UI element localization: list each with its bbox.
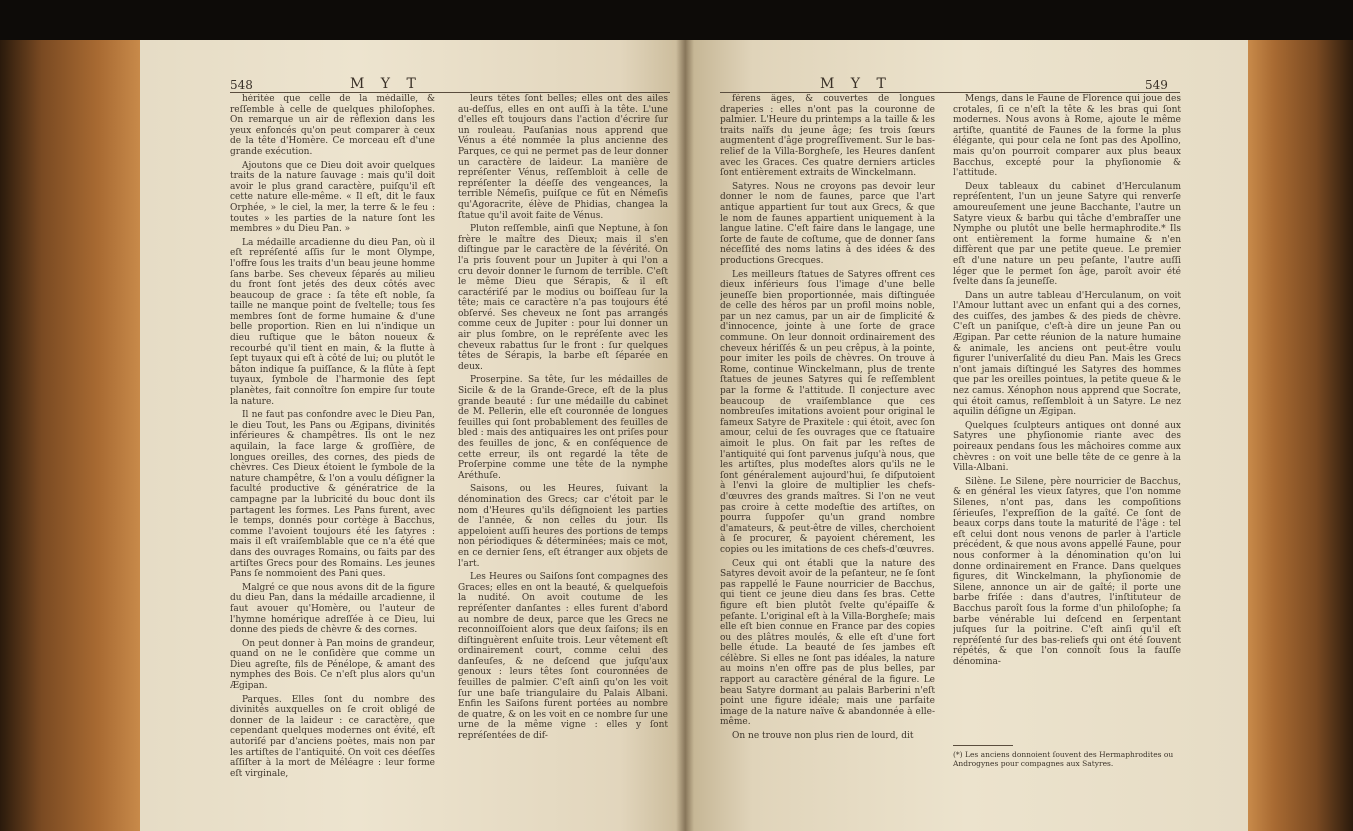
- paragraph: Dans un autre tableau d'Herculanum, on voit l'Amour luttant avec un enfant qui a des cornes, des cuiſſes, des jambes & des pieds de chèvre. C'eſt un paniſque, c'eſt-à dire un jeune Pan ou Ægipan. Par cette réunion de la nature humaine & animale, les anciens ont peut-être voulu figurer l'univerſalité du dieu Pan. Mais les Grecs n'ont jamais diſtingué les Satyres des hommes que par les oreilles pointues, la petite queue & le nez camus. Xénophon nous apprend que Socrate, qui étoit camus, reſſembloit à un Satyre. Le nez aquilin déſigne un Ægipan.: [953, 290, 1181, 418]
- left-column-1: [230, 94, 435, 814]
- right-page: [685, 40, 1248, 831]
- right-column-2: [953, 94, 1181, 734]
- paragraph: Parques. Elles ſont du nombre des divinités auxquelles on ſe croit obligé de donner de la laideur : ce caractère, que cependant quelques modernes ont évité, eſt autoriſé par d'anciens poètes, mais non par les artiſtes de l'antiquité. On voit ces déeſſes aſſiſter à la mort de Méléagre : leur forme eſt virginale,: [230, 694, 435, 779]
- paragraph: Quelques ſculpteurs antiques ont donné aux Satyres une phyſionomie riante avec des poireaux pendans ſous les mâchoires comme aux chèvres : on voit une belle tête de ce genre à la Villa-Albani.: [953, 420, 1181, 474]
- right-head-rule: [720, 92, 1180, 93]
- paragraph: héritée que celle de la médaille, & reſſemble à celle de quelques philoſophes. On remarque un air de réflexion dans les yeux enfoncés qu'on peut comparer à ceux de la tête d'Homère. Ce morceau eſt d'une grande exécution.: [230, 94, 435, 157]
- left-head-rule: [230, 92, 670, 93]
- paragraph: Saisons, ou les Heures, ſuivant la dénomination des Grecs; car c'étoit par le nom d'Heures qu'ils déſignoient les parties de l'année, & non celles du jour. Ils appeloient auſſi heures des portions de temps non périodiques & déterminées; mais ce mot, en ce dernier ſens, eſt étranger aux objets de l'art.: [458, 484, 668, 569]
- footnote-rule: [953, 745, 1013, 746]
- paragraph: Il ne faut pas confondre avec le Dieu Pan, le dieu Tout, les Pans ou Ægipans, divinités inférieures & champêtres. Ils ont le nez aquilain, la face large & groſſière, de longues oreilles, des cornes, des pieds de chèvres. Ces Dieux étoient le ſymbole de la nature champêtre, & l'on a voulu déſigner la faculté productive & génératrice de la campagne par la lubricité du bouc dont ils partagent les formes. Les Pans furent, avec le temps, donnés pour cortège à Bacchus, comme l'avoient toujours été les ſatyres : mais il eſt vraiſemblable que ce n'a été que dans des ouvrages Romains, ou faits par des artiſtes Grecs pour des Romains. Les jeunes Pans ſe nommoient des Pani ques.: [230, 410, 435, 580]
- paragraph: On peut donner à Pan moins de grandeur, quand on ne le conſidère que comme un Dieu agreſte, fils de Pénélope, & amant des nymphes des Bois. Ce n'eſt plus alors qu'un Ægipan.: [230, 638, 435, 692]
- paragraph: Les Heures ou Saiſons ſont compagnes des Graces; elles en ont la beauté, & quelquefois la nudité. On avoit coutume de les repréſenter danſantes : elles furent d'abord au nombre de deux, parce que les Grecs ne reconnoiſſoient alors que deux ſaiſons; ils en diſtinguèrent enſuite trois. Leur vêtement eſt ordinairement court, comme celui des danſeuſes, & ne deſcend que juſqu'aux genoux : leurs têtes ſont couronnées de feuilles de palmier. C'eſt ainſi qu'on les voit ſur une baſe triangulaire du Palais Albani. Enfin les Saiſons furent portées au nombre de quatre, & on les voit en ce nombre ſur une urne de la même vigne : elles y ſont repréſentées de dif-: [458, 572, 668, 742]
- right-running-head: M Y T: [820, 76, 892, 92]
- left-page: [140, 40, 685, 831]
- paragraph: leurs têtes ſont belles; elles ont des ailes au-deſſus, elles en ont auſſi à la tête. L'une d'elles eſt toujours dans l'action d'écrire ſur un rouleau. Pauſanias nous apprend que Vénus a été nommée la plus ancienne des Parques, ce qui ne permet pas de leur donner un caractère de laideur. La manière de repréſenter Vénus, reſſembloit à celle de repréſenter la déeſſe des vengeances, la terrible Némeſis, puiſque ce fût en Némeſis qu'Agoracrite, élève de Phidias, changea la ſtatue qu'il avoit faite de Vénus.: [458, 94, 668, 221]
- paragraph: Pluton reſſemble, ainſi que Neptune, à ſon frère le maître des Dieux; mais il s'en diſtingue par le caractère de la ſévérité. On l'a pris ſouvent pour un Jupiter à qui l'on a cru devoir donner le ſurnom de terrible. C'eſt le même Dieu que Sérapis, & il eſt caractériſé par le modius ou boiſſeau ſur la tête; mais ce caractère n'a pas toujours été obſervé. Ses cheveux ne ſont pas arrangés comme ceux de Jupiter : pour lui donner un air plus ſombre, on le repréſente avec les cheveux rabattus ſur le front : ſur quelques têtes de Sérapis, la barbe eſt ſéparée en deux.: [458, 224, 668, 372]
- paragraph: Ceux qui ont établi que la nature des Satyres devoit avoir de la peſanteur, ne ſe ſont pas rappellé le Faune nourricier de Bacchus, qui tient ce jeune dieu dans ſes bras. Cette figure eſt bien plutôt ſvelte qu'épaiſſe & peſante. L'original eſt à la Villa-Borgheſe; mais elle eſt bien connue en France par des copies ou des plâtres moulés, & elle eſt d'une fort belle étude. La beauté de ſes jambes eſt célèbre. Si elles ne ſont pas idéales, la nature au moins n'en offre pas de plus belles, par rapport au caractère général de la figure. Le beau Satyre dormant au palais Barberini n'eſt point une figure idéale; mais une parfaite image de la nature naïve & abandonnée à elle-même.: [720, 558, 935, 728]
- paragraph: férens âges, & couvertes de longues draperies : elles n'ont pas la couronne de palmier. L'Heure du printemps a la taille & les traits naïfs du jeune âge; ſes trois ſœurs augmentent d'âge progreſſivement. Sur le bas-relief de la Villa-Borgheſe, les Heures danſent avec les Graces. Ces quatre derniers articles ſont entièrement extraits de Winckelmann.: [720, 94, 935, 179]
- paragraph: Silène. Le Silene, père nourricier de Bacchus, & en général les vieux ſatyres, que l'on nomme Silenes, n'ont pas, dans les compoſitions ſérieuſes, l'expreſſion de la gaîté. Ce ſont de beaux corps dans toute la maturité de l'âge : tel eſt celui dont nous venons de parler à l'article précédent, & que nous avons appellé Faune, pour nous conformer à la dénomination qu'on lui donne ordinairement en France. Dans quelques figures, dit Winckelmann, la phyſionomie de Silene, annonce un air de gaîté; il porte une barbe friſée : dans d'autres, l'inſtituteur de Bacchus paroît ſous la forme d'un philoſophe; ſa barbe vénérable lui deſcend en ſerpentant juſques ſur la poitrine. C'eſt ainſi qu'il eſt repréſenté ſur des bas-reliefs qui ont été ſouvent répétés, & que l'on connoît ſous la fauſſe dénomina-: [953, 476, 1181, 667]
- right-page-edges: [1248, 40, 1353, 831]
- left-column-2: [458, 94, 668, 814]
- left-page-number: 548: [230, 78, 253, 92]
- paragraph: La médaille arcadienne du dieu Pan, où il eſt repréſenté aſſis ſur le mont Olympe, l'offre ſous les traits d'un beau jeune homme ſans barbe. Ses cheveux ſéparés au milieu du front ſont jetés des deux côtés avec beaucoup de grace : ſa tête eſt noble, ſa taille ne manque point de ſveltelle; tous ſes membres ſont de forme humaine & d'une belle proportion. Rien en lui n'indique un dieu ruſtique que le bâton noueux & recourbé qu'il tient en main, & la flutte à ſept tuyaux qui eſt à côté de lui; ou plutôt le bâton indique ſa puiſſance, & la flûte à ſept tuyaux, ſymbole de l'harmonie des ſept planètes, fait connoître ſon empire ſur toute la nature.: [230, 237, 435, 407]
- paragraph: On ne trouve non plus rien de lourd, dit: [732, 731, 914, 742]
- paragraph: Les meilleurs ſtatues de Satyres offrent ces dieux inférieurs ſous l'image d'une belle jeuneſſe bien proportionnée, mais diſtinguée de celle des héros par un profil moins noble, par un nez camus, par un air de ſimplicité & d'innocence, jointe à une ſorte de grace commune. On leur donnoit ordinairement des cheveux hériſſés & un peu crêpus, à la pointe, pour imiter les poils de chèvres. On trouve à Rome, continue Winckelmann, plus de trente ſtatues de jeunes Satyres qui ſe reſſemblent par la forme & l'attitude. Il conjecture avec beaucoup de vraiſemblance que ces nombreuſes imitations avoient pour original le fameux Satyre de Praxitele : qui étoit, avec ſon amour, celui de ſes ouvrages que ce ſtatuaire aimoit le plus. On fait par les reſtes de l'antiquité qui ſont parvenus juſqu'à nous, que les artiſtes, plus modeſtes alors qu'ils ne le ſont généralement aujourd'hui, ſe diſputoient à l'envi la gloire de multiplier les chefs-d'œuvres des grands maîtres. Si l'on ne veut pas croire à cette modeſtie des artiſtes, on pourra ſuppoſer qu'un grand nombre d'amateurs, & peut-être de villes, cherchoient à ſe procurer, & payoient chérement, les copies ou les imitations de ces chefs-d'œuvres.: [720, 269, 935, 555]
- paragraph: Deux tableaux du cabinet d'Herculanum repréſentent, l'un un jeune Satyre qui renverſe amoureuſement une jeune Bacchante, l'autre un Satyre vieux & barbu qui tâche d'embraſſer une Nymphe ou plutôt une belle hermaphrodite.* Ils ont entièrement la forme humaine & n'en diffèrent que par une petite queue. Le premier eſt d'une nature un peu peſante, l'autre auſſi léger que le permet ſon âge, paroît avoir été ſvelte dans ſa jeuneſſe.: [953, 181, 1181, 288]
- paragraph: Proserpine. Sa tête, ſur les médailles de Sicile & de la Grande-Grece, eſt de la plus grande beauté : ſur une médaille du cabinet de M. Pellerin, elle eſt couronnée de longues feuilles qui ſont probablement des feuilles de bled : mais des antiquaires les ont priſes pour des feuilles de jonc, & en conſéquence de cette erreur, ils ont regardé la tête de Proſerpine comme une tête de la nymphe Aréthuſe.: [458, 375, 668, 481]
- left-page-edges: [0, 40, 140, 831]
- paragraph: Mengs, dans le Faune de Florence qui joue des crotales, ſi ce n'eſt la tête & les bras qui ſont modernes. Nous avons à Rome, ajoute le même artiſte, quantité de Faunes de la forme la plus élégante, qui pour cela ne ſont pas des Apollino, mais qu'on pourroit comparer aux plus beaux Bacchus, excepté pour la phyſionomie & l'attitude.: [953, 94, 1181, 179]
- footnote: (*) Les anciens donnoient ſouvent des Hermaphrodites ou Androgynes pour compagnes aux Satyres.: [953, 750, 1174, 768]
- right-column-1: [720, 94, 935, 814]
- book-gutter: [676, 40, 694, 831]
- paragraph: Ajoutons que ce Dieu doit avoir quelques traits de la nature ſauvage : mais qu'il doit avoir le plus grand caractère, puiſqu'il eſt cette nature elle-même. « Il eſt, dit le faux Orphée, » le ciel, la mer, la terre & le feu : toutes » les parties de la nature ſont les membres » du Dieu Pan. »: [230, 160, 435, 235]
- paragraph: Malgré ce que nous avons dit de la figure du dieu Pan, dans la médaille arcadienne, il faut avouer qu'Homère, ou l'auteur de l'hymne homérique adreſſée à ce Dieu, lui donne des pieds de chèvre & des cornes.: [230, 582, 435, 636]
- paragraph: Satyres. Nous ne croyons pas devoir leur donner le nom de faunes, parce que l'art antique appartient ſur tout aux Grecs, & que le nom de faunes appartient uniquement à la langue latine. C'eſt faire dans le langage, une ſorte de faute de coſtume, que de donner ſans néceſſité des noms latins à des idées & des productions Grecques.: [720, 181, 935, 266]
- right-page-number: 549: [1145, 78, 1168, 92]
- left-running-head: M Y T: [350, 76, 422, 92]
